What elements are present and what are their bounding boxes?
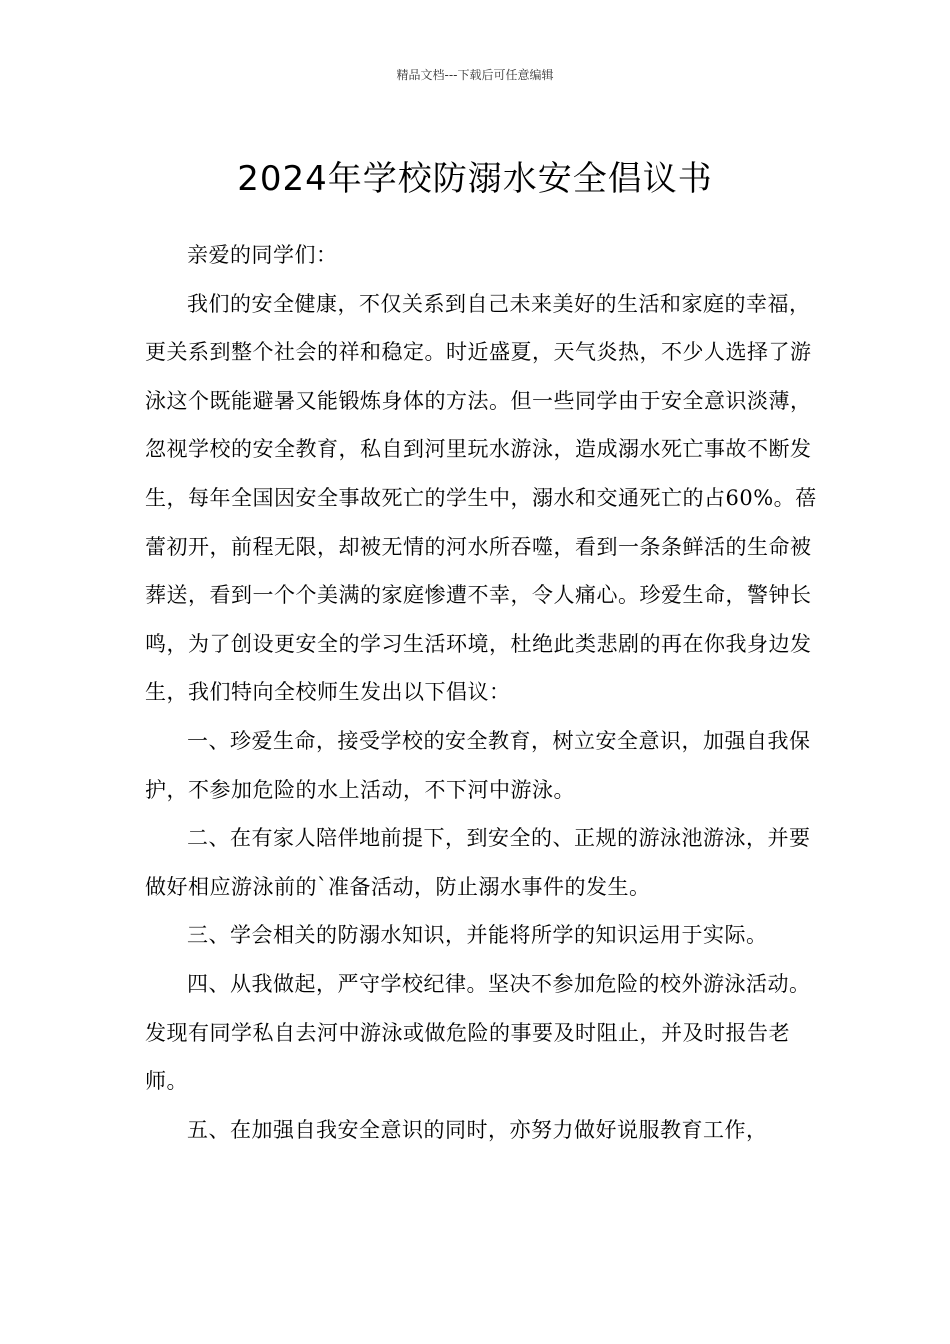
proposal-item-5: 五、在加强自我安全意识的同时，亦努力做好说服教育工作， (187, 1117, 768, 1142)
page-header-note: 精品文档---下载后可任意编辑 (396, 68, 554, 82)
proposal-item-1: 一、珍爱生命，接受学校的安全教育，树立安全意识，加强自我保护，不参加危险的水上活动，不下河中游泳。 (145, 728, 811, 802)
proposal-item-3: 三、学会相关的防溺水知识，并能将所学的知识运用于实际。 (187, 923, 768, 948)
intro-paragraph: 我们的安全健康，不仅关系到自己未来美好的生活和家庭的幸福，更关系到整个社会的祥和稳定。时近盛夏，天气炎热，不少人选择了游泳这个既能避暑又能锻炼身体的方法。但一些同学由于安全意识淡薄，忽视学校的安全教育，私自到河里玩水游泳，造成溺水死亡事故不断发生，每年全国因安全事故死亡的学生中，溺水和交通死亡的占60%。蓓蕾初开，前程无限，却被无情的河水所吞噬，看到一条条鲜活的生命被葬送，看到一个个美满的家庭惨遭不幸，令人痛心。珍爱生命，警钟长鸣，为了创设更安全的学习生活环境，杜绝此类悲剧的再在你我身边发生，我们特向全校师生发出以下倡议： (145, 291, 817, 705)
document-body (145, 231, 825, 1154)
proposal-item-2: 二、在有家人陪伴地前提下，到安全的、正规的游泳池游泳，并要做好相应游泳前的`准备活动，防止溺水事件的发生。 (145, 826, 811, 899)
document-title: 2024年学校防溺水安全倡议书 (237, 158, 713, 199)
greeting-paragraph: 亲爱的同学们： (187, 243, 338, 267)
proposal-item-4: 四、从我做起，严守学校纪律。坚决不参加危险的校外游泳活动。发现有同学私自去河中游泳或做危险的事要及时阻止，并及时报告老师。 (145, 971, 811, 1094)
